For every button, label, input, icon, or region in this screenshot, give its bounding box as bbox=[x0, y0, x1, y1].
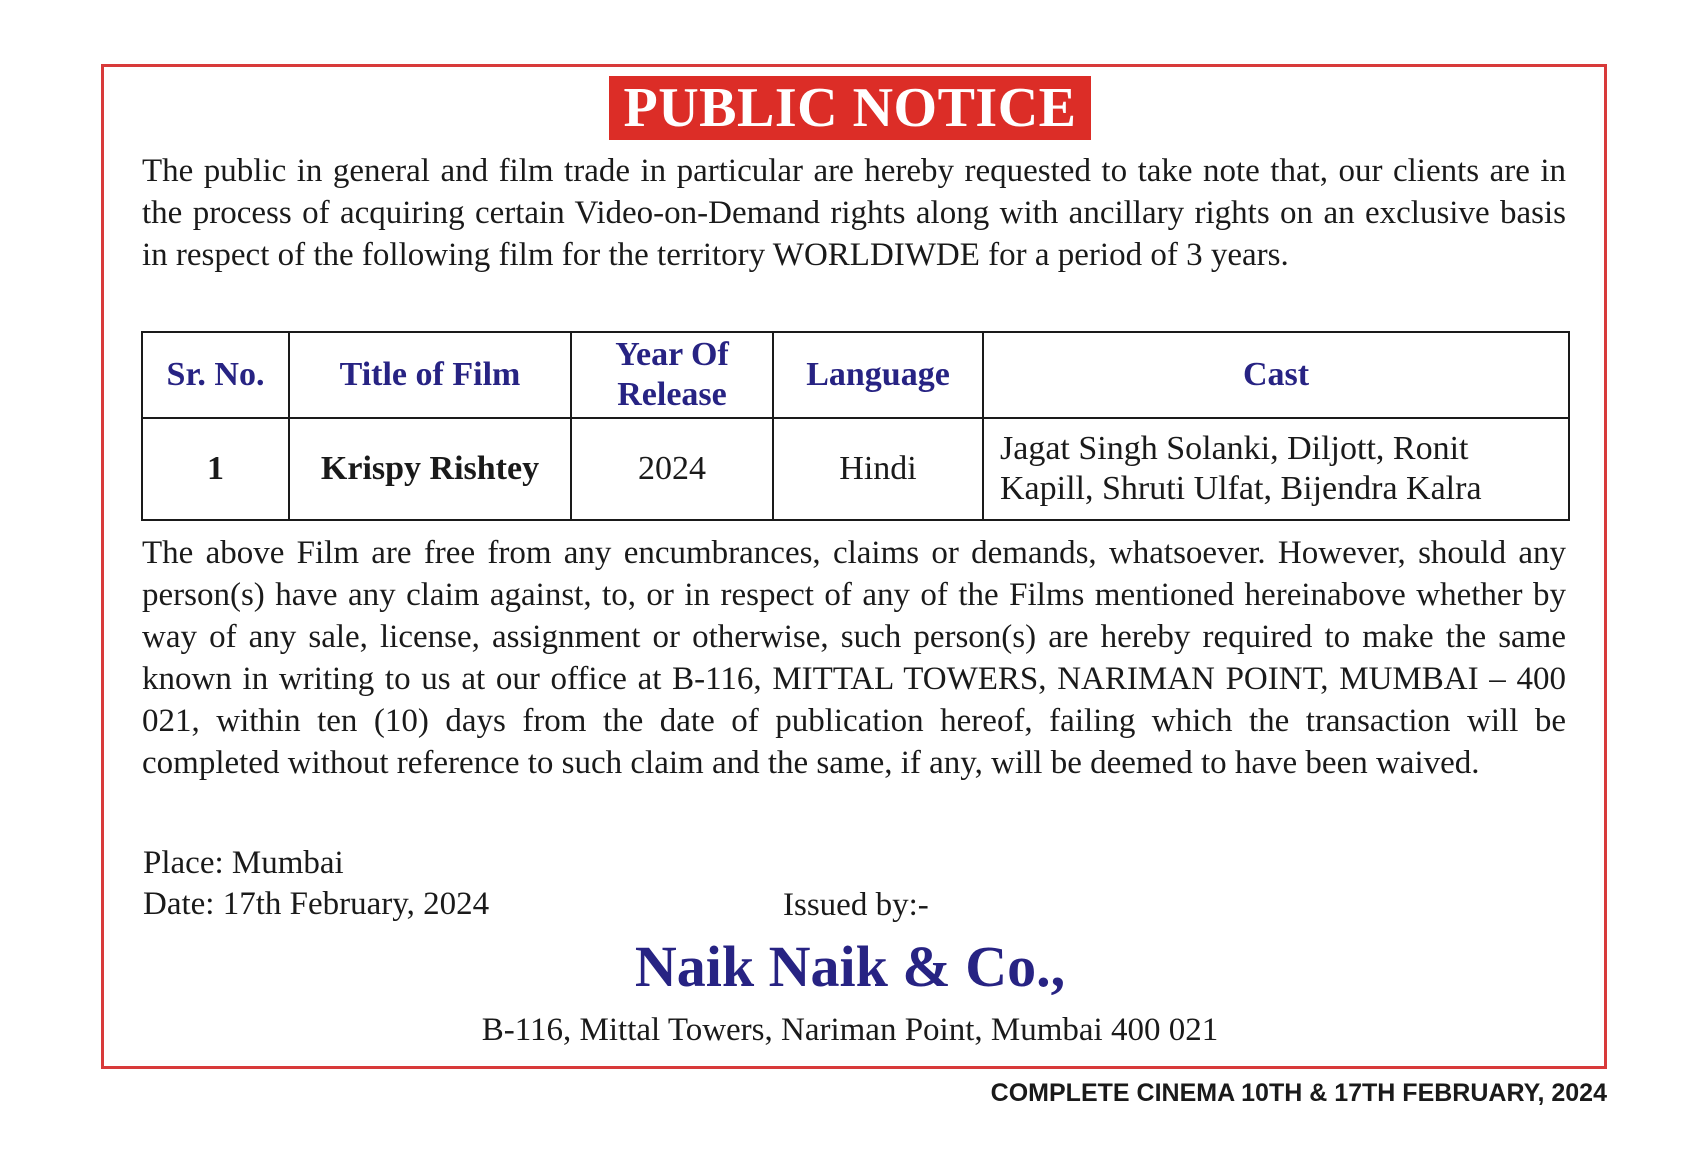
header-language: Language bbox=[773, 332, 983, 418]
notice-title: PUBLIC NOTICE bbox=[609, 76, 1090, 140]
firm-address: B-116, Mittal Towers, Nariman Point, Mumbai 400 021 bbox=[481, 1012, 1219, 1048]
publication-footer: COMPLETE CINEMA 10TH & 17TH FEBRUARY, 2024 bbox=[990, 1079, 1607, 1107]
header-title: Title of Film bbox=[289, 332, 571, 418]
body-paragraph: The above Film are free from any encumbrances, claims or demands, whatsoever. However, should any person(s) have any claim against, to, or in respect of any of the Films mentioned hereinabove whether by way of any sale, license, assignment or otherwise, such person(s) are hereby required to make the same known in writing to us at our office at B-116, MITTAL TOWERS, NARIMAN POINT, MUMBAI – 400 021, within ten (10) days from the date of publication hereof, failing which the transaction will be completed without reference to such claim and the same, if any, will be deemed to have been waived. bbox=[142, 535, 1566, 781]
table-header-row bbox=[142, 332, 1569, 418]
date-line: Date: 17th February, 2024 bbox=[143, 886, 490, 922]
title-container bbox=[0, 76, 1700, 140]
header-sr-no: Sr. No. bbox=[142, 332, 289, 418]
header-cast: Cast bbox=[983, 332, 1569, 418]
cell-title: Krispy Rishtey bbox=[289, 418, 571, 520]
firm-name: Naik Naik & Co., bbox=[634, 934, 1066, 999]
cell-cast: Jagat Singh Solanki, Diljott, Ronit Kapill, Shruti Ulfat, Bijendra Kalra bbox=[983, 418, 1569, 520]
cell-year: 2024 bbox=[571, 418, 773, 520]
film-table bbox=[141, 331, 1570, 521]
intro-paragraph: The public in general and film trade in particular are hereby requested to take note that, our clients are in the process of acquiring certain Video-on-Demand rights along with ancillary rights on an exclusive basis in respect of the following film for the territory WORLDIWDE for a period of 3 years. bbox=[142, 153, 1566, 273]
header-year: Year Of Release bbox=[571, 332, 773, 418]
table-row bbox=[142, 418, 1569, 520]
issued-by-label: Issued by:- bbox=[783, 887, 929, 923]
place-line: Place: Mumbai bbox=[143, 845, 344, 881]
cell-language: Hindi bbox=[773, 418, 983, 520]
cell-sr-no: 1 bbox=[142, 418, 289, 520]
